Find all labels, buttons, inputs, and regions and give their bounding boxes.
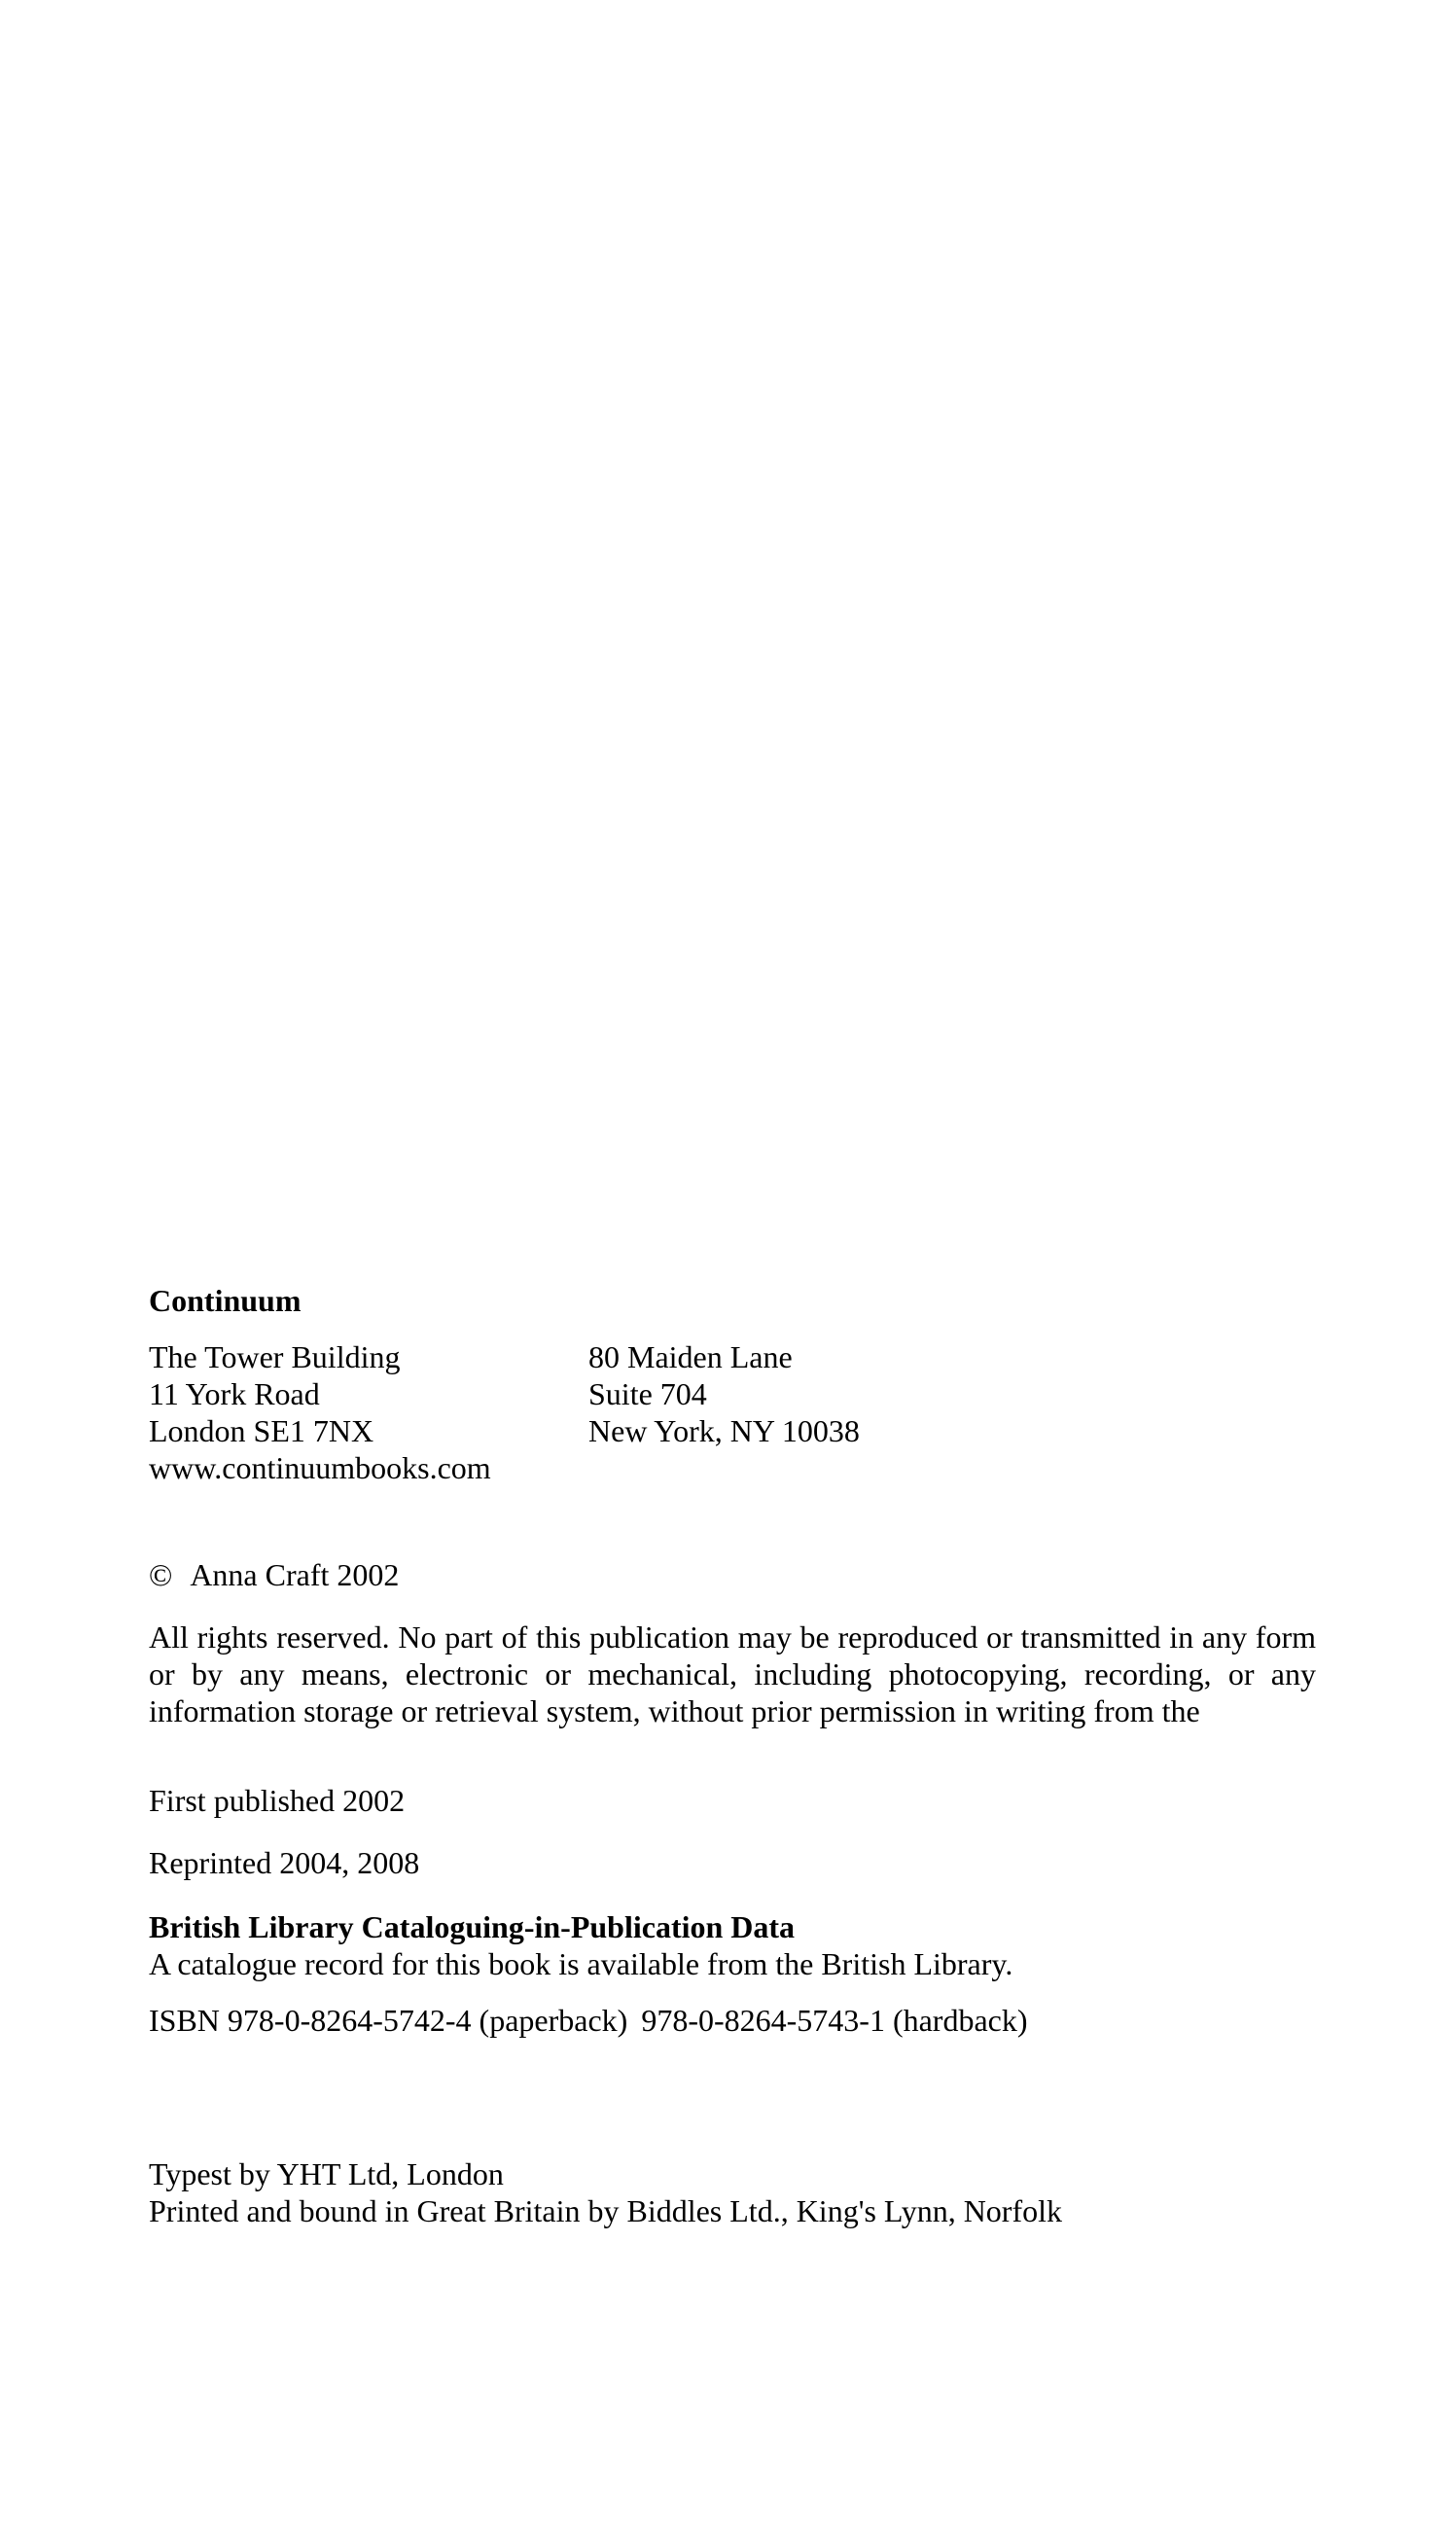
publisher-website: www.continuumbooks.com [149,1450,491,1485]
copyright-line [149,1556,1316,1593]
address-us-line-3: New York, NY 10038 [588,1413,860,1448]
copyright-symbol: © [149,1557,173,1592]
reprinted: Reprinted 2004, 2008 [149,1845,420,1880]
isbn-line [149,2002,1316,2039]
copyright-holder: Anna Craft 2002 [190,1557,400,1592]
address-uk-line-2: 11 York Road [149,1376,320,1411]
address-uk-line-3: London SE1 7NX [149,1413,374,1448]
address-uk-line-1: The Tower Building [149,1339,401,1374]
first-published: First published 2002 [149,1783,406,1818]
address-us [588,1338,860,1486]
printer-credit: Printed and bound in Great Britain by Biddles Ltd., King's Lynn, Norfolk [149,2193,1062,2228]
imprint-block [149,1282,1316,2229]
isbn-hardback: 978-0-8264-5743-1 (hardback) [641,2003,1028,2038]
address-us-line-1: 80 Maiden Lane [588,1339,793,1374]
cip-text: A catalogue record for this book is available from the British Library. [149,1946,1013,1981]
typeset-credit: Typest by YHT Ltd, London [149,2156,504,2191]
publisher-addresses [149,1338,1316,1486]
isbn-paperback: ISBN 978-0-8264-5742-4 (paperback) [149,2003,628,2038]
address-us-line-2: Suite 704 [588,1376,707,1411]
cip-heading: British Library Cataloguing-in-Publication Data [149,1909,796,1944]
publisher-name: Continuum [149,1283,302,1318]
rights-statement: All rights reserved. No part of this publication may be reproduced or transmitted in any form or by any means, electronic or mechanical, including photocopying, recording, or any information storage or retrieval system, without prior permission in writing from the [149,1619,1316,1728]
address-uk [149,1338,588,1486]
